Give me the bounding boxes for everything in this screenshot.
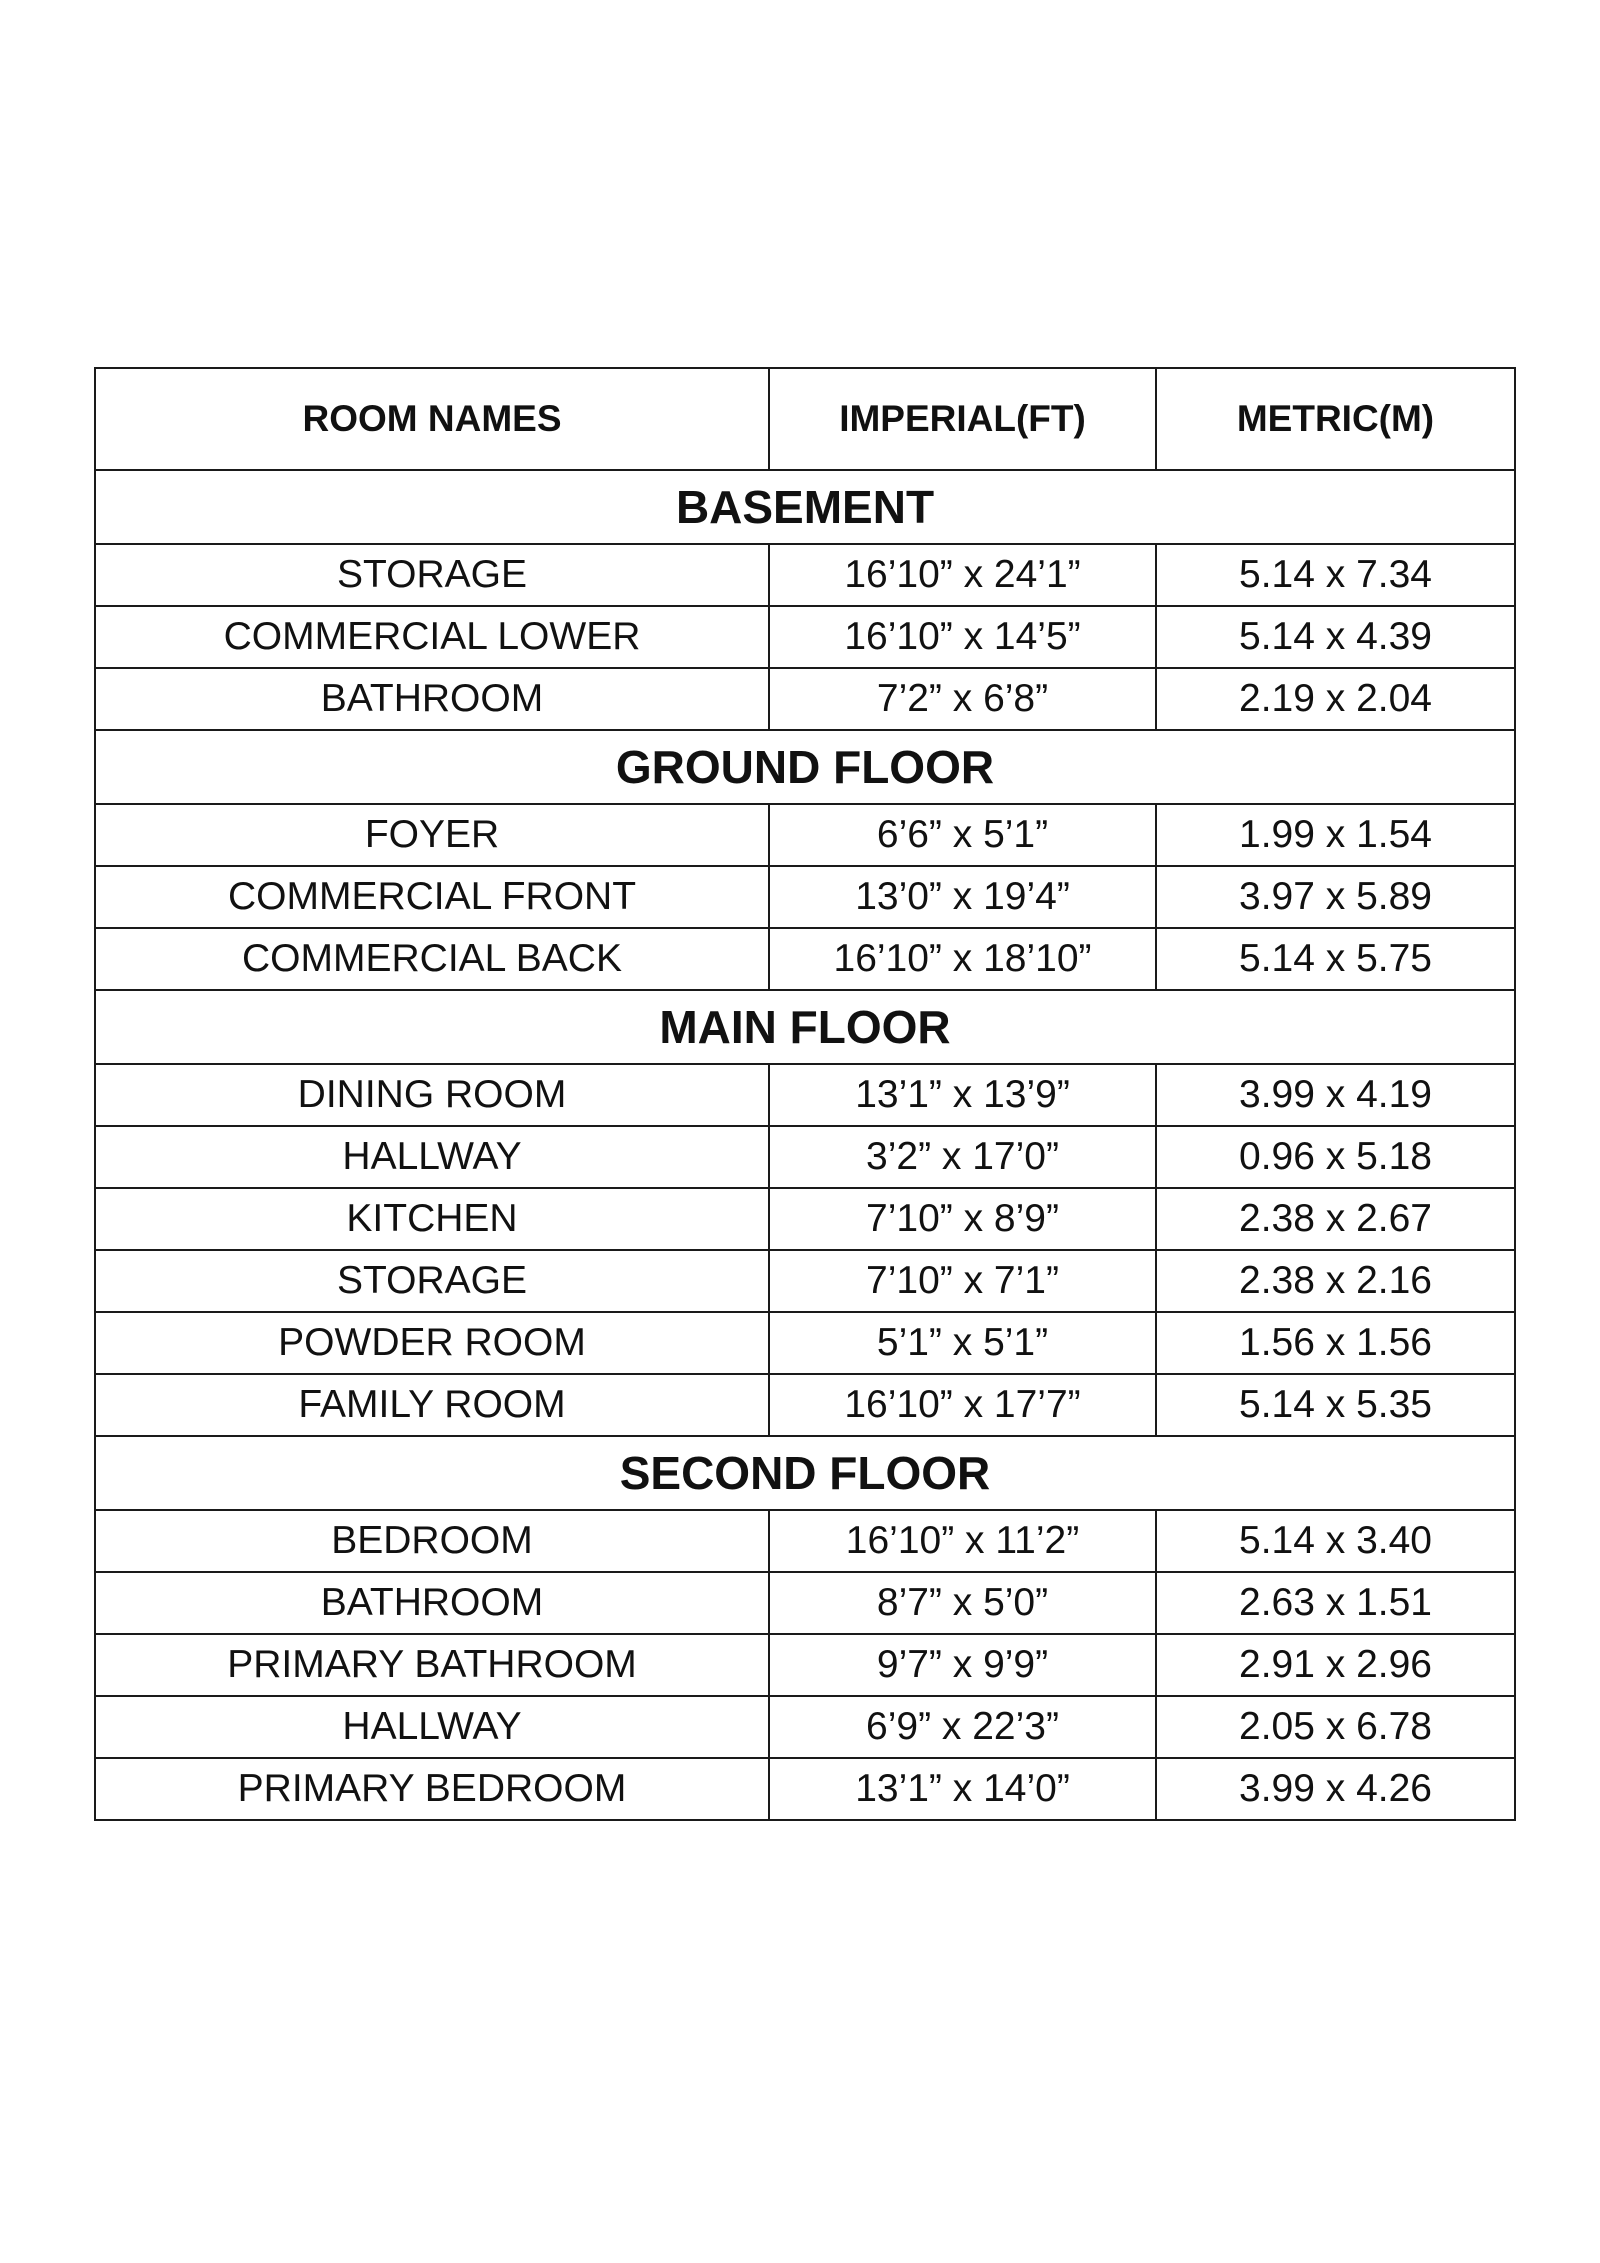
metric-cell: 5.14 x 3.40 — [1156, 1510, 1515, 1572]
table-row — [95, 1126, 1515, 1188]
metric-cell: 2.05 x 6.78 — [1156, 1696, 1515, 1758]
imperial-cell: 5’1” x 5’1” — [769, 1312, 1156, 1374]
room-name-cell: FAMILY ROOM — [95, 1374, 769, 1436]
room-name-cell: COMMERCIAL BACK — [95, 928, 769, 990]
imperial-cell: 7’10” x 7’1” — [769, 1250, 1156, 1312]
imperial-cell: 13’1” x 14’0” — [769, 1758, 1156, 1820]
imperial-cell: 16’10” x 18’10” — [769, 928, 1156, 990]
room-name-cell: PRIMARY BATHROOM — [95, 1634, 769, 1696]
imperial-cell: 16’10” x 17’7” — [769, 1374, 1156, 1436]
room-name-cell: HALLWAY — [95, 1126, 769, 1188]
table-body — [95, 470, 1515, 1820]
imperial-cell: 13’0” x 19’4” — [769, 866, 1156, 928]
metric-cell: 3.99 x 4.19 — [1156, 1064, 1515, 1126]
room-name-cell: STORAGE — [95, 1250, 769, 1312]
room-name-cell: HALLWAY — [95, 1696, 769, 1758]
table-row — [95, 1374, 1515, 1436]
metric-cell: 2.91 x 2.96 — [1156, 1634, 1515, 1696]
table-row — [95, 1572, 1515, 1634]
section-title: BASEMENT — [95, 470, 1515, 544]
room-name-cell: PRIMARY BEDROOM — [95, 1758, 769, 1820]
metric-cell: 5.14 x 5.75 — [1156, 928, 1515, 990]
imperial-cell: 13’1” x 13’9” — [769, 1064, 1156, 1126]
table-row — [95, 1758, 1515, 1820]
room-name-cell: COMMERCIAL FRONT — [95, 866, 769, 928]
table-row — [95, 606, 1515, 668]
imperial-cell: 9’7” x 9’9” — [769, 1634, 1156, 1696]
table-row — [95, 1634, 1515, 1696]
section-title: GROUND FLOOR — [95, 730, 1515, 804]
table-row — [95, 544, 1515, 606]
section-row-second-floor — [95, 1436, 1515, 1510]
metric-cell: 2.63 x 1.51 — [1156, 1572, 1515, 1634]
metric-cell: 5.14 x 4.39 — [1156, 606, 1515, 668]
imperial-cell: 6’9” x 22’3” — [769, 1696, 1156, 1758]
room-dimensions-table — [94, 367, 1516, 1821]
imperial-cell: 16’10” x 24’1” — [769, 544, 1156, 606]
table-row — [95, 668, 1515, 730]
room-name-cell: DINING ROOM — [95, 1064, 769, 1126]
section-row-basement — [95, 470, 1515, 544]
table-row — [95, 804, 1515, 866]
imperial-cell: 16’10” x 14’5” — [769, 606, 1156, 668]
metric-cell: 0.96 x 5.18 — [1156, 1126, 1515, 1188]
header-imperial: IMPERIAL(FT) — [769, 368, 1156, 470]
section-row-main-floor — [95, 990, 1515, 1064]
room-name-cell: BATHROOM — [95, 668, 769, 730]
section-row-ground-floor — [95, 730, 1515, 804]
room-name-cell: POWDER ROOM — [95, 1312, 769, 1374]
room-name-cell: BEDROOM — [95, 1510, 769, 1572]
table-row — [95, 1250, 1515, 1312]
room-name-cell: COMMERCIAL LOWER — [95, 606, 769, 668]
section-title: SECOND FLOOR — [95, 1436, 1515, 1510]
metric-cell: 1.99 x 1.54 — [1156, 804, 1515, 866]
metric-cell: 2.19 x 2.04 — [1156, 668, 1515, 730]
table-row — [95, 1696, 1515, 1758]
header-room-names: ROOM NAMES — [95, 368, 769, 470]
room-name-cell: STORAGE — [95, 544, 769, 606]
metric-cell: 3.99 x 4.26 — [1156, 1758, 1515, 1820]
imperial-cell: 7’2” x 6’8” — [769, 668, 1156, 730]
imperial-cell: 7’10” x 8’9” — [769, 1188, 1156, 1250]
section-title: MAIN FLOOR — [95, 990, 1515, 1064]
header-metric: METRIC(M) — [1156, 368, 1515, 470]
imperial-cell: 6’6” x 5’1” — [769, 804, 1156, 866]
table-row — [95, 1510, 1515, 1572]
table-row — [95, 928, 1515, 990]
metric-cell: 1.56 x 1.56 — [1156, 1312, 1515, 1374]
metric-cell: 5.14 x 7.34 — [1156, 544, 1515, 606]
table-row — [95, 1312, 1515, 1374]
imperial-cell: 3’2” x 17’0” — [769, 1126, 1156, 1188]
metric-cell: 2.38 x 2.16 — [1156, 1250, 1515, 1312]
room-name-cell: KITCHEN — [95, 1188, 769, 1250]
room-name-cell: BATHROOM — [95, 1572, 769, 1634]
metric-cell: 2.38 x 2.67 — [1156, 1188, 1515, 1250]
table-row — [95, 1188, 1515, 1250]
imperial-cell: 16’10” x 11’2” — [769, 1510, 1156, 1572]
metric-cell: 5.14 x 5.35 — [1156, 1374, 1515, 1436]
metric-cell: 3.97 x 5.89 — [1156, 866, 1515, 928]
table-row — [95, 1064, 1515, 1126]
imperial-cell: 8’7” x 5’0” — [769, 1572, 1156, 1634]
table-row — [95, 866, 1515, 928]
room-name-cell: FOYER — [95, 804, 769, 866]
table-header-row — [95, 368, 1515, 470]
